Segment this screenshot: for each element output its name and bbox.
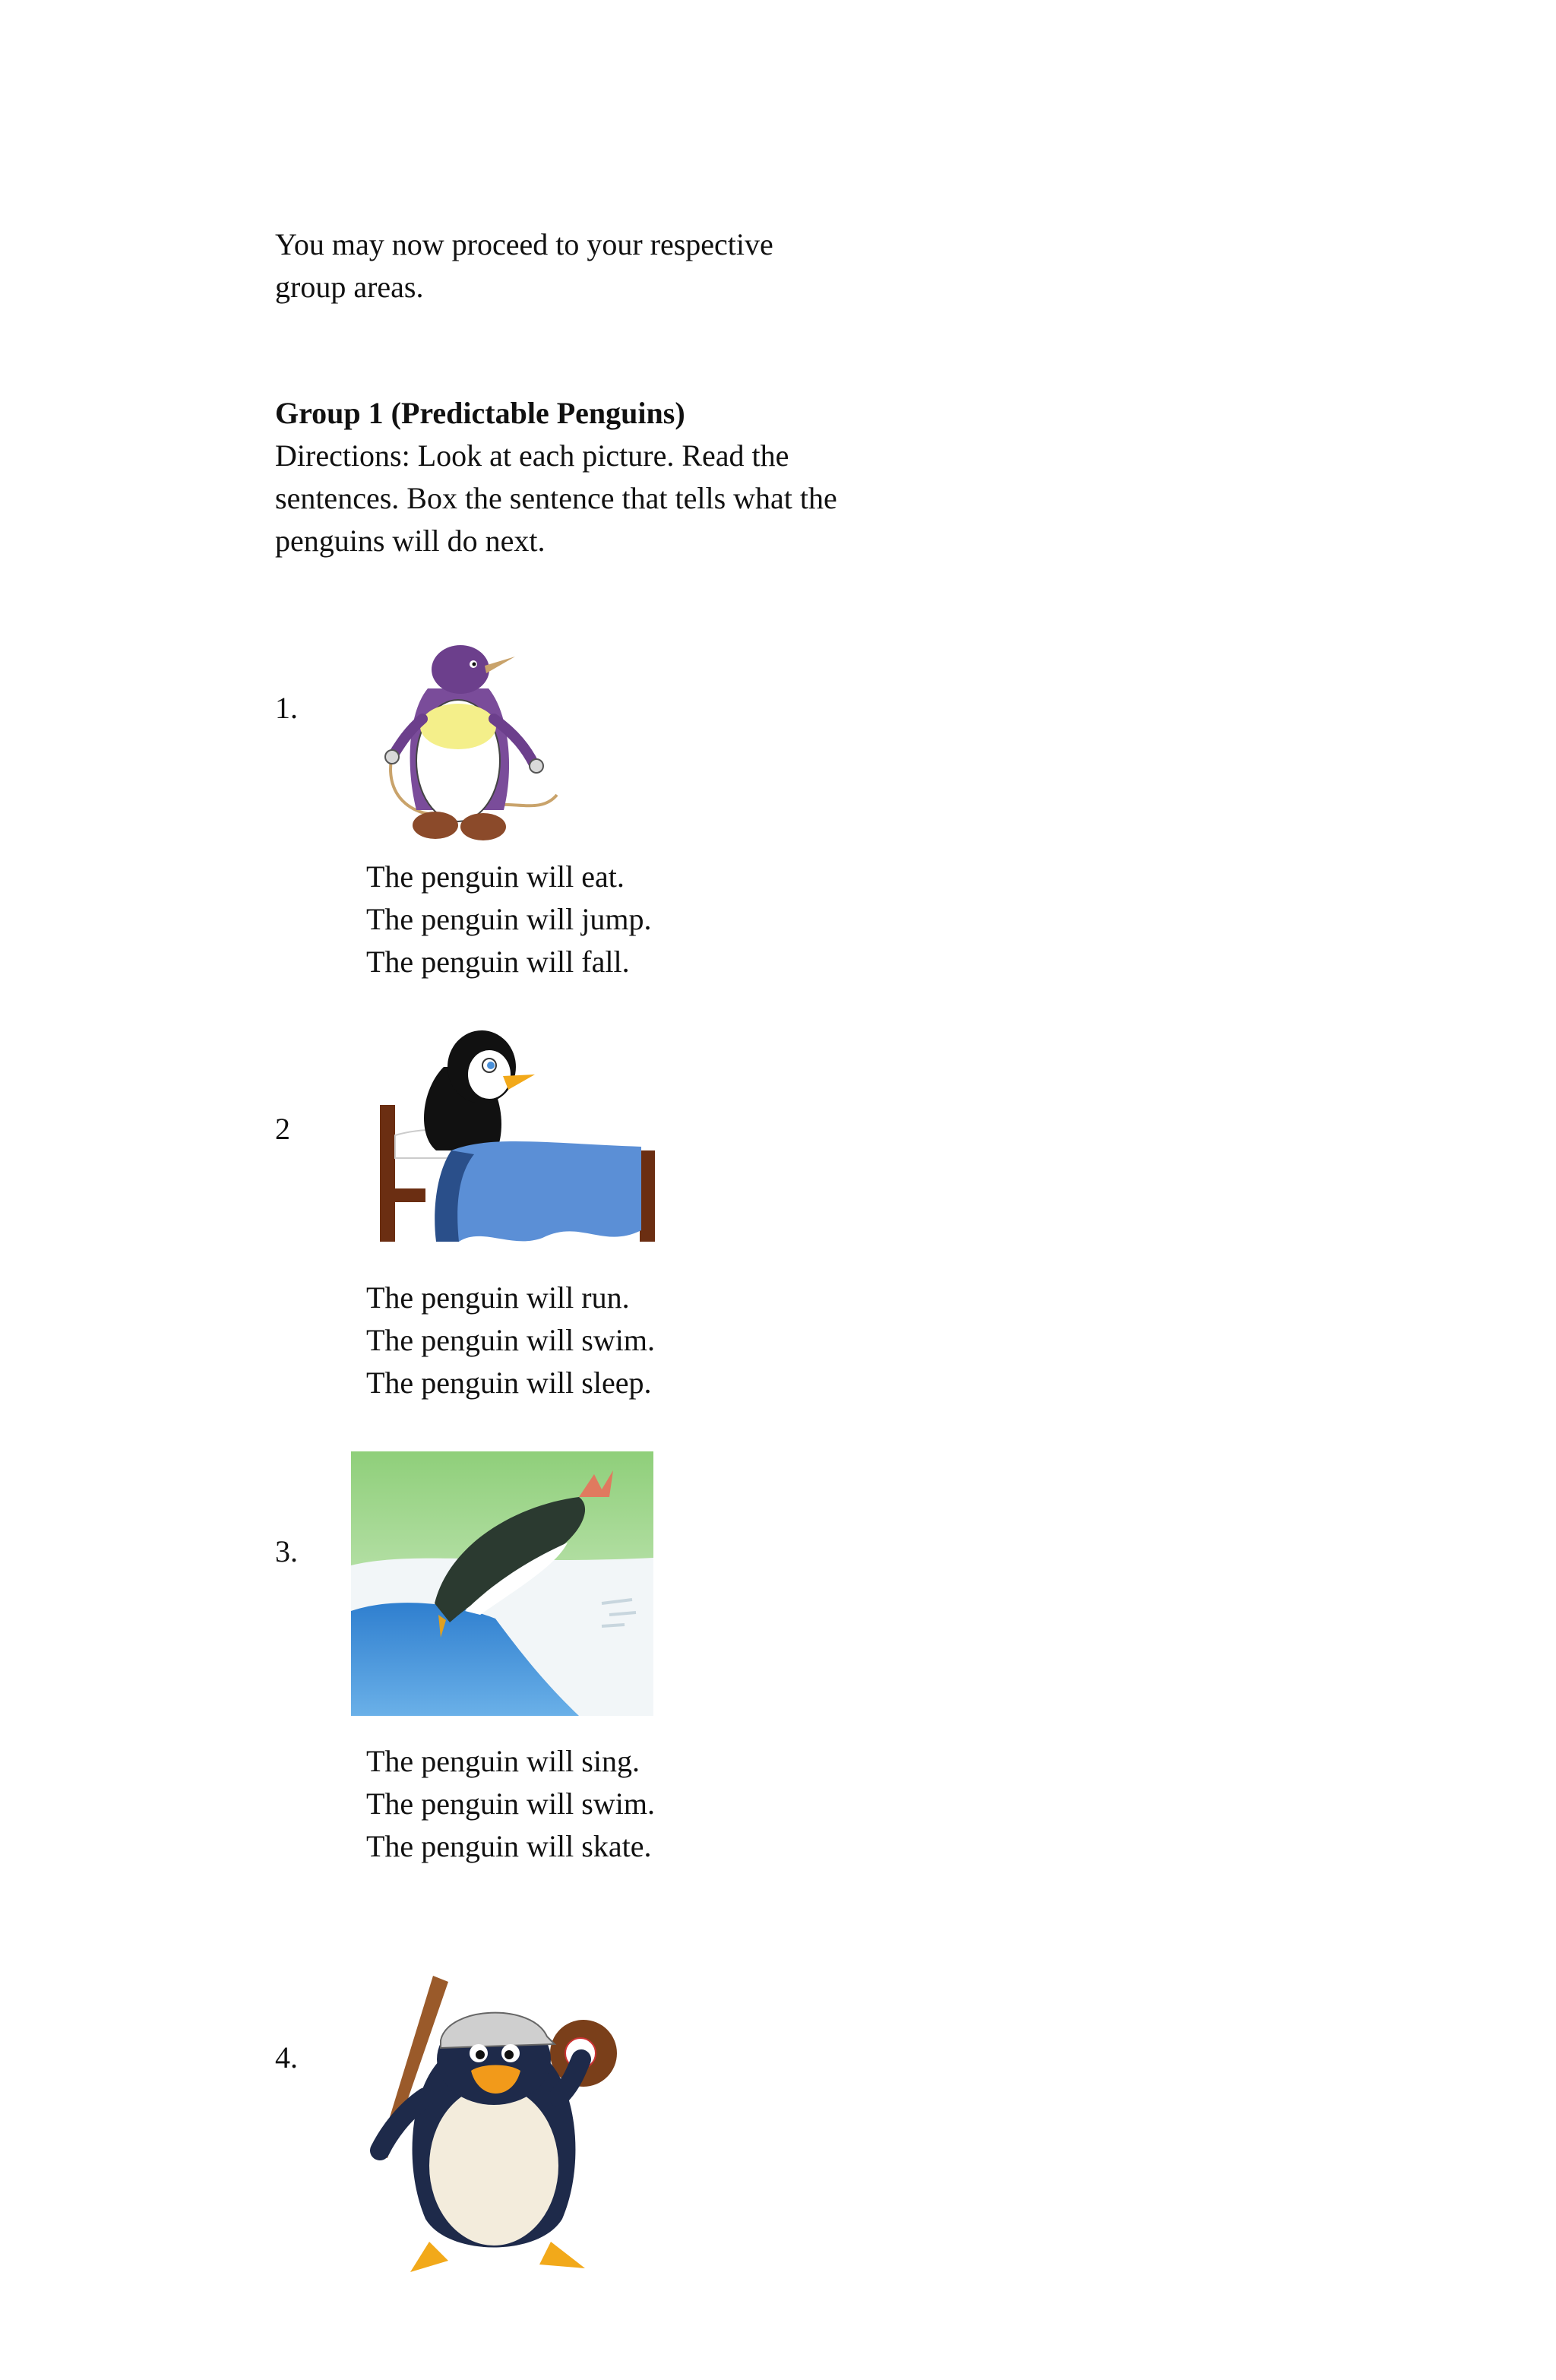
penguin-diving-image <box>351 1451 653 1716</box>
directions-line-2: sentences. Box the sentence that tells what the <box>275 481 837 515</box>
item-1-option-3: The penguin will fall. <box>366 945 630 979</box>
directions-line-1: Directions: Look at each picture. Read the <box>275 438 789 473</box>
penguin-jump-rope-image <box>363 635 582 848</box>
item-1-number: 1. <box>275 691 298 725</box>
item-2-option-2: The penguin will swim. <box>366 1323 655 1357</box>
item-1-option-1: The penguin will eat. <box>366 859 625 894</box>
group-title: Group 1 (Predictable Penguins) <box>275 396 685 430</box>
item-3-option-3: The penguin will skate. <box>366 1829 652 1863</box>
intro-line-1: You may now proceed to your respective <box>275 227 773 261</box>
item-1-option-2: The penguin will jump. <box>366 902 652 936</box>
directions-line-3: penguins will do next. <box>275 524 546 558</box>
penguin-in-bed-image <box>375 1021 661 1249</box>
item-2-option-1: The penguin will run. <box>366 1280 630 1315</box>
item-2-number: 2 <box>275 1112 290 1146</box>
item-2-option-3: The penguin will sleep. <box>366 1366 652 1400</box>
penguin-baseball-image <box>357 1968 638 2280</box>
item-4-number: 4. <box>275 2040 298 2075</box>
item-3-number: 3. <box>275 1534 298 1568</box>
item-3-option-2: The penguin will swim. <box>366 1787 655 1821</box>
item-3-option-1: The penguin will sing. <box>366 1744 640 1778</box>
intro-line-2: group areas. <box>275 270 424 304</box>
